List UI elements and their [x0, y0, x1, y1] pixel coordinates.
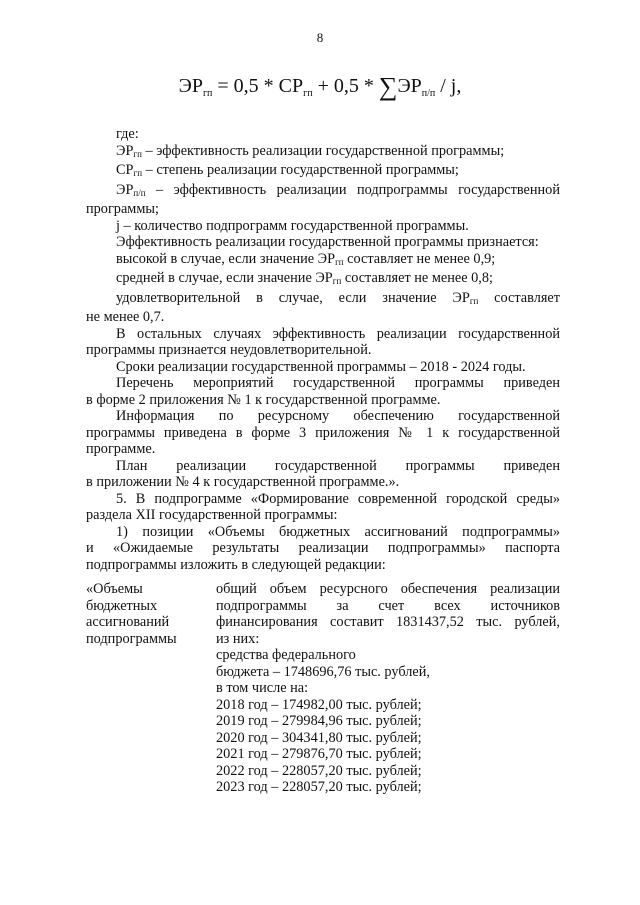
- terms-paragraph: Сроки реализации государственной программы – 2018 - 2024 годы.: [116, 358, 526, 375]
- position-line2: и «Ожидаемые результаты реализации подпрограммы» паспорта: [86, 540, 560, 556]
- def3-post: – эффективность реализации подпрограммы государственной: [145, 181, 560, 198]
- formula-sub-gp-2: гп: [303, 88, 313, 99]
- mid-pre: средней в случае, если значение ЭР: [116, 270, 333, 286]
- year-row: 2019 год – 279984,96 тыс. рублей;: [216, 713, 422, 729]
- def-j: j – количество подпрограмм государственной программы.: [116, 217, 469, 234]
- item5-line1: 5. В подпрограмме «Формирование современной городской среды»: [116, 490, 560, 507]
- high-sub: гп: [335, 256, 344, 267]
- def3-pre: ЭР: [116, 181, 134, 198]
- other-cases-line2: программы признается неудовлетворительной.: [86, 342, 372, 358]
- def1-pre: ЭР: [116, 142, 134, 159]
- left-cell-line: ассигнований: [86, 614, 170, 630]
- info-line2: программы приведена в форме 3 приложения № 1 к государственной: [86, 424, 560, 441]
- def-er-gp: [86, 143, 560, 163]
- sat-pre: удовлетворительной в случае, если значение ЭР: [116, 289, 470, 306]
- def3-sub: п/п: [133, 187, 146, 198]
- total-line1: общий объем ресурсного обеспечения реализации: [216, 581, 560, 597]
- def1-post: – эффективность реализации государственной программы;: [141, 142, 505, 159]
- efficiency-high: [86, 251, 560, 271]
- sat-sub: гп: [469, 295, 479, 306]
- efficiency-satisfactory: [86, 290, 560, 310]
- position-line1: 1) позиции «Объемы бюджетных ассигнований подпрограммы»: [116, 523, 560, 540]
- formula-tail: / j,: [435, 75, 462, 97]
- def1-sub: гп: [133, 148, 142, 159]
- formula-er2: ЭР: [397, 75, 422, 97]
- year-row: 2020 год – 304341,80 тыс. рублей;: [216, 729, 422, 746]
- year-row: 2021 год – 279876,70 тыс. рублей;: [216, 746, 422, 762]
- document-body: [86, 126, 560, 573]
- where-label: где:: [116, 126, 139, 142]
- list-line1: Перечень мероприятий государственной программы приведен: [116, 375, 560, 391]
- def-sr-gp: [86, 162, 560, 182]
- def2-post: – степень реализации государственной программы;: [142, 162, 459, 178]
- efficiency-intro: Эффективность реализации государственной программы признается:: [116, 234, 539, 250]
- including-label: в том числе на:: [216, 680, 309, 696]
- other-cases-line1: В остальных случаях эффективность реализации государственной: [116, 325, 560, 342]
- total-line4: из них:: [216, 630, 260, 647]
- def2-pre: СР: [116, 162, 134, 178]
- year-row: 2018 год – 174982,00 тыс. рублей;: [216, 696, 422, 713]
- efficiency-mid: [86, 270, 560, 290]
- table-right-column: [216, 581, 560, 796]
- page-number: 8: [316, 30, 324, 45]
- plan-line1: План реализации государственной программы приведен: [116, 457, 560, 474]
- total-line3: финансирования составит 1831437,52 тыс. рублей,: [216, 614, 560, 630]
- mid-sub: гп: [332, 276, 342, 286]
- table-left-column: [86, 581, 206, 647]
- sat-post: составляет: [478, 289, 561, 306]
- high-post: составляет не менее 0,9;: [343, 250, 496, 267]
- def-er-pp-cont: программы;: [86, 201, 159, 217]
- formula-sub-pp: п/п: [421, 88, 436, 99]
- info-line1: Информация по ресурсному обеспечению государственной: [116, 408, 560, 424]
- formula-sum-symbol: ∑: [378, 72, 398, 101]
- formula-sub-gp: гп: [202, 88, 213, 99]
- year-row: 2022 год – 228057,20 тыс. рублей;: [216, 762, 422, 779]
- year-row: 2023 год – 228057,20 тыс. рублей;: [216, 779, 422, 795]
- left-cell-line: «Объемы: [86, 581, 143, 597]
- left-cell-line: подпрограммы: [86, 630, 177, 647]
- position-line3: подпрограммы изложить в следующей редакции:: [86, 556, 386, 573]
- formula-er: ЭР: [178, 75, 203, 97]
- left-cell-line: бюджетных: [86, 597, 158, 614]
- federal-line1: средства федерального: [216, 647, 356, 663]
- list-line2: в форме 2 приложения № 1 к государственной программе.: [86, 391, 441, 408]
- formula-eq1: = 0,5 * СР: [212, 75, 304, 97]
- federal-line2: бюджета – 1748696,76 тыс. рублей,: [216, 663, 430, 680]
- efficiency-formula: [0, 72, 640, 102]
- def2-sub: гп: [133, 168, 143, 178]
- total-line2: подпрограммы за счет всех источников: [216, 597, 560, 614]
- plan-line2: в приложении № 4 к государственной программе.».: [86, 474, 400, 490]
- def-er-pp: [86, 182, 560, 202]
- info-line3: программе.: [86, 441, 156, 457]
- mid-post: составляет не менее 0,8;: [341, 270, 493, 286]
- high-pre: высокой в случае, если значение ЭР: [116, 250, 336, 267]
- efficiency-satisfactory-cont: не менее 0,7.: [86, 309, 165, 325]
- item5-line2: раздела XII государственной программы:: [86, 507, 338, 523]
- formula-plus1: + 0,5 *: [312, 75, 379, 97]
